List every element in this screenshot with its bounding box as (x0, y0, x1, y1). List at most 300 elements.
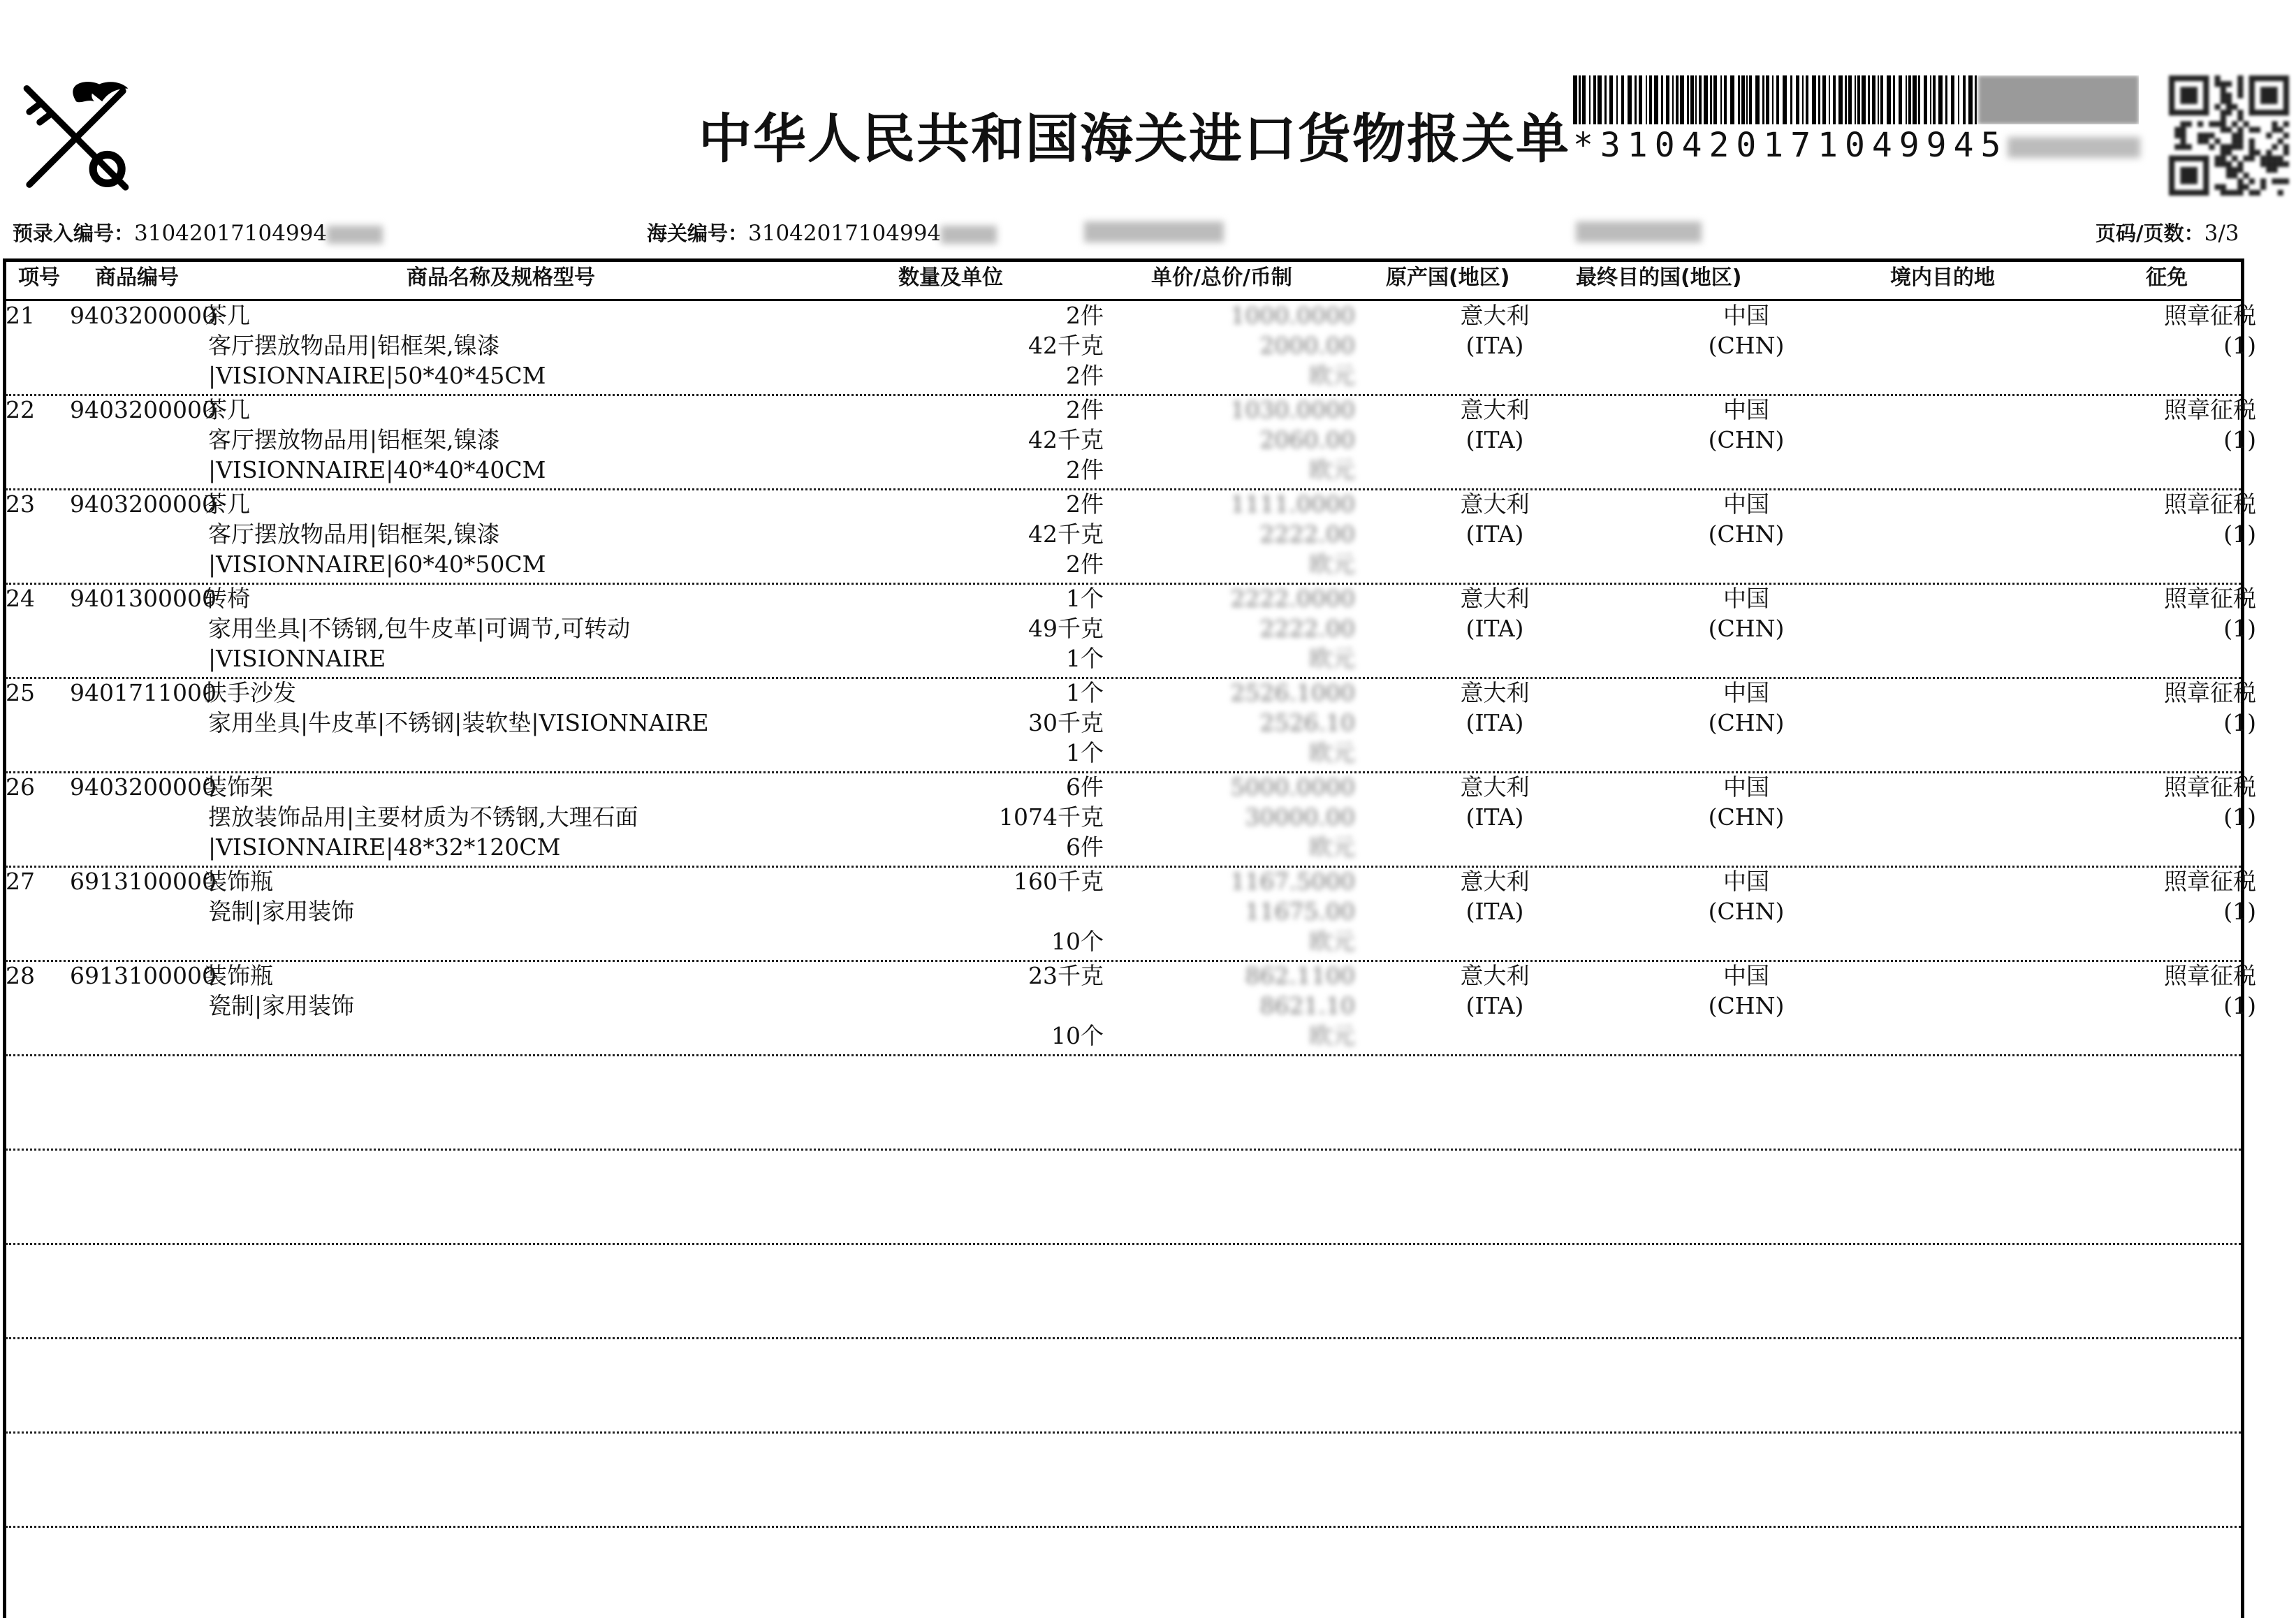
barcode-bar (1646, 75, 1647, 124)
qr-cell (2169, 75, 2174, 115)
qr-cell (2198, 133, 2203, 138)
qr-cell (2237, 75, 2243, 81)
qr-cell (2232, 133, 2237, 138)
barcode-bar (1958, 75, 1959, 124)
item-qty1: 2件 (1066, 490, 1104, 518)
qr-cell (2249, 138, 2255, 144)
qr-cell (2209, 144, 2214, 150)
barcode-bar (1582, 75, 1586, 124)
item-origin: 意大利 (1460, 490, 1530, 518)
barcode-bar (1790, 75, 1792, 124)
qr-cell (2221, 122, 2226, 127)
item-levy-code: (1) (2223, 520, 2256, 548)
qr-cell (2266, 133, 2272, 138)
qr-cell (2243, 173, 2249, 178)
item-dest: 中国 (1723, 302, 1769, 329)
item-name: 茶几 (204, 490, 250, 518)
qr-cell (2226, 173, 2232, 178)
qr-cell (2260, 178, 2266, 184)
qr-cell (2283, 122, 2289, 127)
barcode-bar (1872, 75, 1875, 124)
qr-cell (2226, 93, 2232, 99)
item-qty1: 1个 (1066, 585, 1104, 612)
item-qty2: 1074千克 (999, 803, 1104, 831)
qr-cell (2283, 144, 2289, 150)
item-spec1: 家用坐具|不锈钢,包牛皮革|可调节,可转动 (208, 615, 631, 642)
qr-cell (2221, 150, 2226, 155)
item-origin-code: (ITA) (1465, 992, 1524, 1019)
qr-cell (2283, 178, 2289, 184)
item-qty2: 42千克 (1028, 426, 1104, 453)
item-levy: 照章征税 (2164, 868, 2256, 895)
qr-cell (2221, 127, 2226, 133)
qr-cell (2215, 75, 2221, 81)
item-no: 28 (6, 962, 35, 989)
barcode-bar (1822, 75, 1826, 124)
item-code: 6913100000 (70, 962, 217, 989)
item-qty2: 49千克 (1028, 615, 1104, 642)
item-levy-code: (1) (2223, 992, 2256, 1019)
qr-cell (2272, 161, 2277, 167)
barcode-bar (1680, 75, 1684, 124)
qr-cell (2226, 150, 2232, 155)
barcode-bar (1649, 75, 1652, 124)
item-price2: 2526.10 (1259, 709, 1355, 736)
item-levy: 照章征税 (2164, 302, 2256, 329)
item-price1: 2222.0000 (1230, 585, 1355, 612)
barcode-bar (1924, 75, 1927, 124)
qr-cell (2215, 138, 2221, 144)
item-qty3: 10个 (1051, 928, 1104, 955)
qr-cell (2232, 122, 2237, 127)
barcode-bar (1868, 75, 1870, 124)
item-price3: 欧元 (1309, 362, 1355, 389)
item-no: 26 (6, 773, 35, 801)
barcode-bar (1899, 75, 1902, 124)
qr-cell (2232, 173, 2237, 178)
item-origin: 意大利 (1460, 962, 1530, 989)
item-price3: 欧元 (1309, 833, 1355, 861)
qr-cell (2169, 156, 2174, 196)
qr-cell (2221, 87, 2226, 92)
qr-cell (2180, 127, 2186, 133)
item-dest-code: (CHN) (1708, 520, 1785, 548)
barcode-bar (1755, 75, 1760, 124)
item-levy: 照章征税 (2164, 490, 2256, 518)
qr-cell (2266, 167, 2272, 173)
barcode-bar (1968, 75, 1973, 124)
item-no: 27 (6, 868, 35, 895)
empty-row-separator (6, 1337, 2241, 1339)
barcode-bar (1713, 75, 1717, 124)
customs-number: 海关编号：31042017104994 (647, 218, 997, 247)
item-origin: 意大利 (1460, 585, 1530, 612)
item-name: 装饰瓶 (204, 868, 273, 895)
qr-cell (2237, 184, 2243, 190)
qr-cell (2169, 156, 2209, 161)
barcode-bar (1802, 75, 1804, 124)
customs-emblem-icon (11, 75, 141, 205)
item-qty1: 1个 (1066, 679, 1104, 706)
item-dest: 中国 (1723, 962, 1769, 989)
item-spec2: |VISIONNAIRE|40*40*40CM (208, 456, 546, 483)
item-levy: 照章征税 (2164, 396, 2256, 423)
qr-cell (2180, 122, 2186, 127)
qr-cell (2209, 122, 2214, 127)
barcode-bar (1661, 75, 1663, 124)
item-price2: 11675.00 (1245, 898, 1355, 925)
barcode-bar (1621, 75, 1624, 124)
qr-cell (2278, 161, 2283, 167)
qr-cell (2260, 161, 2266, 167)
item-price2: 2000.00 (1259, 332, 1355, 359)
item-qty3: 10个 (1051, 1022, 1104, 1049)
empty-row-separator (6, 1243, 2241, 1245)
item-qty1: 160千克 (1014, 868, 1104, 895)
item-price1: 1000.0000 (1230, 302, 1355, 329)
item-no: 25 (6, 679, 35, 706)
item-name: 茶几 (204, 302, 250, 329)
barcode-bar (1938, 75, 1943, 124)
barcode-bar (1579, 75, 1581, 124)
barcode-bar (1672, 75, 1674, 124)
qr-cell (2232, 138, 2237, 144)
item-code: 9403200000 (70, 490, 217, 518)
pre-entry-number: 预录入编号：31042017104994 (13, 218, 383, 247)
qr-cell (2255, 150, 2260, 155)
qr-cell (2237, 110, 2243, 115)
qr-cell (2278, 156, 2283, 161)
item-levy: 照章征税 (2164, 679, 2256, 706)
barcode-bar (1730, 75, 1734, 124)
item-levy-code: (1) (2223, 426, 2256, 453)
barcode-bar (1862, 75, 1866, 124)
qr-cell (2232, 104, 2237, 110)
item-spec1: 瓷制|家用装饰 (208, 898, 355, 925)
barcode-bar (1908, 75, 1911, 124)
qr-cell (2249, 150, 2255, 155)
barcode-bar (1783, 75, 1787, 124)
barcode-bar (1710, 75, 1712, 124)
barcode-bar (1829, 75, 1830, 124)
item-spec2: |VISIONNAIRE|48*32*120CM (208, 833, 561, 861)
qr-cell (2232, 156, 2237, 161)
qr-cell (2215, 122, 2221, 127)
barcode-bar (1796, 75, 1799, 124)
qr-cell (2237, 190, 2243, 196)
barcode-bar (1609, 75, 1613, 124)
qr-cell (2221, 99, 2226, 104)
barcode-bar (1906, 75, 1907, 124)
item-qty1: 2件 (1066, 302, 1104, 329)
barcode-bar (1963, 75, 1966, 124)
item-origin: 意大利 (1460, 773, 1530, 801)
item-origin-code: (ITA) (1465, 615, 1524, 642)
qr-cell (2278, 190, 2283, 196)
qr-cell (2180, 138, 2186, 144)
qr-cell (2237, 144, 2243, 150)
qr-cell (2180, 133, 2186, 138)
item-price2: 8621.10 (1259, 992, 1355, 1019)
item-spec1: 家用坐具|牛皮革|不锈钢|装软垫|VISIONNAIRE (208, 709, 709, 736)
qr-cell (2243, 184, 2249, 190)
qr-cell (2243, 122, 2249, 127)
qr-cell (2232, 167, 2237, 173)
qr-cell (2186, 122, 2192, 127)
item-spec2: |VISIONNAIRE|50*40*45CM (208, 362, 546, 389)
barcode-bar (1772, 75, 1774, 124)
barcode-bar (1666, 75, 1669, 124)
qr-cell (2249, 127, 2255, 133)
qr-cell (2226, 161, 2232, 167)
qr-cell (2198, 138, 2203, 144)
qr-cell (2215, 161, 2221, 167)
qr-cell (2237, 178, 2243, 184)
item-qty3: 2件 (1066, 362, 1104, 389)
item-dest-code: (CHN) (1708, 898, 1785, 925)
item-origin: 意大利 (1460, 396, 1530, 423)
item-price1: 2526.1000 (1230, 679, 1355, 706)
item-code: 9403200000 (70, 773, 217, 801)
qr-cell (2283, 133, 2289, 138)
qr-cell (2272, 122, 2277, 127)
item-origin: 意大利 (1460, 302, 1530, 329)
qr-cell (2260, 156, 2266, 161)
qr-cell (2237, 167, 2243, 173)
item-name: 扶手沙发 (204, 679, 296, 706)
item-name: 装饰瓶 (204, 962, 273, 989)
qr-cell (2272, 127, 2277, 133)
qr-cell (2260, 87, 2278, 104)
qr-cell (2249, 178, 2255, 184)
qr-cell (2221, 190, 2226, 196)
qr-cell (2226, 127, 2232, 133)
qr-cell (2226, 81, 2232, 87)
qr-cell (2266, 150, 2272, 155)
barcode-bar (1848, 75, 1852, 124)
item-levy: 照章征税 (2164, 773, 2256, 801)
qr-cell (2283, 75, 2289, 115)
barcode-bar (1635, 75, 1637, 124)
empty-row-separator (6, 1149, 2241, 1151)
item-price2: 2222.00 (1259, 615, 1355, 642)
item-origin-code: (ITA) (1465, 520, 1524, 548)
barcode-bar (1762, 75, 1764, 124)
qr-cell (2237, 93, 2243, 99)
barcode-bar (1975, 75, 1977, 124)
qr-cell (2278, 178, 2283, 184)
barcode-bar (1812, 75, 1816, 124)
qr-cell (2243, 156, 2249, 161)
barcode-bar (1724, 75, 1727, 124)
barcode-bar (1593, 75, 1596, 124)
qr-cell (2174, 127, 2180, 133)
barcode-bar (1749, 75, 1752, 124)
qr-cell (2237, 127, 2243, 133)
item-levy: 照章征税 (2164, 962, 2256, 989)
barcode-bar (1855, 75, 1856, 124)
qr-cell (2215, 156, 2221, 161)
qr-cell (2255, 127, 2260, 133)
item-price1: 5000.0000 (1230, 773, 1355, 801)
barcode-bar (1639, 75, 1642, 124)
qr-cell (2215, 81, 2221, 87)
qr-cell (2249, 156, 2255, 161)
barcode-bar (1720, 75, 1722, 124)
qr-cell (2203, 75, 2209, 115)
item-price3: 欧元 (1309, 1022, 1355, 1049)
barcode-bar (1589, 75, 1591, 124)
barcode-bar (1880, 75, 1883, 124)
barcode-bar (1833, 75, 1836, 124)
col-header-destination: 最终目的国(地区) (1576, 265, 1742, 290)
item-name: 茶几 (204, 396, 250, 423)
qr-cell (2226, 190, 2232, 196)
barcode-bar (1806, 75, 1808, 124)
col-header-quantity: 数量及单位 (898, 265, 1003, 290)
item-origin-code: (ITA) (1465, 709, 1524, 736)
col-header-domestic: 境内目的地 (1890, 265, 1995, 290)
barcode-bar (1845, 75, 1847, 124)
item-price3: 欧元 (1309, 551, 1355, 578)
qr-cell (2169, 190, 2209, 196)
item-dest: 中国 (1723, 868, 1769, 895)
qr-cell (2249, 110, 2289, 115)
item-origin-code: (ITA) (1465, 803, 1524, 831)
col-header-price: 单价/总价/币制 (1151, 265, 1292, 290)
item-no: 24 (6, 585, 35, 612)
item-qty3: 1个 (1066, 739, 1104, 766)
barcode-bar (1604, 75, 1607, 124)
qr-cell (2255, 190, 2260, 196)
item-spec1: 客厅摆放物品用|铝框架,镍漆 (208, 426, 500, 453)
qr-cell (2249, 190, 2255, 196)
item-levy-code: (1) (2223, 709, 2256, 736)
barcode-bar (1893, 75, 1895, 124)
item-dest-code: (CHN) (1708, 803, 1785, 831)
qr-cell (2272, 167, 2277, 173)
item-spec1: 瓷制|家用装饰 (208, 992, 355, 1019)
barcode-bar (1918, 75, 1920, 124)
item-price1: 862.1100 (1245, 962, 1355, 989)
item-price3: 欧元 (1309, 456, 1355, 483)
blurred-field-2 (1576, 218, 1702, 243)
item-dest-code: (CHN) (1708, 615, 1785, 642)
qr-cell (2237, 133, 2243, 138)
qr-cell (2174, 133, 2180, 138)
barcode-bar (1699, 75, 1702, 124)
col-header-origin: 原产国(地区) (1386, 265, 1510, 290)
qr-cell (2283, 150, 2289, 155)
item-code: 9403200000 (70, 396, 217, 423)
barcode-bar (1687, 75, 1689, 124)
item-qty2: 42千克 (1028, 520, 1104, 548)
item-spec2: |VISIONNAIRE|60*40*50CM (208, 551, 546, 578)
qr-cell (2203, 138, 2209, 144)
item-price3: 欧元 (1309, 645, 1355, 672)
item-price3: 欧元 (1309, 928, 1355, 955)
barcode-bar (1887, 75, 1891, 124)
barcode-bar (1857, 75, 1860, 124)
item-name: 装饰架 (204, 773, 273, 801)
qr-cell (2232, 144, 2237, 150)
barcode-number: *310420171049945 (1573, 126, 2140, 165)
barcode-bar (1930, 75, 1931, 124)
qr-cell (2180, 144, 2186, 150)
barcode-bar (1695, 75, 1697, 124)
empty-row-separator (6, 1526, 2241, 1528)
item-origin-code: (ITA) (1465, 898, 1524, 925)
blurred-field (1084, 218, 1224, 243)
qr-cell (2169, 110, 2209, 115)
item-price2: 2060.00 (1259, 426, 1355, 453)
item-price2: 30000.00 (1245, 803, 1355, 831)
qr-cell (2237, 87, 2243, 92)
barcode-bar (1690, 75, 1694, 124)
item-price1: 1167.5000 (1230, 868, 1355, 895)
qr-cell (2221, 110, 2226, 115)
item-name: 转椅 (204, 585, 250, 612)
item-qty3: 2件 (1066, 456, 1104, 483)
col-header-code: 商品编号 (95, 265, 179, 290)
item-levy-code: (1) (2223, 332, 2256, 359)
qr-cell (2226, 104, 2232, 110)
item-qty1: 6件 (1066, 773, 1104, 801)
col-header-item-no: 项号 (18, 265, 60, 290)
item-qty2: 42千克 (1028, 332, 1104, 359)
qr-cell (2221, 156, 2226, 161)
item-no: 22 (6, 396, 35, 423)
item-qty3: 1个 (1066, 645, 1104, 672)
item-origin-code: (ITA) (1465, 426, 1524, 453)
barcode-bar (1628, 75, 1632, 124)
qr-cell (2203, 156, 2209, 196)
qr-cell (2174, 144, 2180, 150)
qr-cell (2272, 178, 2277, 184)
qr-cell (2180, 167, 2198, 184)
qr-cell (2226, 144, 2232, 150)
item-origin: 意大利 (1460, 679, 1530, 706)
qr-cell (2272, 156, 2277, 161)
barcode-bar (1838, 75, 1843, 124)
item-no: 23 (6, 490, 35, 518)
qr-cell (2260, 184, 2266, 190)
qr-cell (2209, 133, 2214, 138)
barcode-bar (1616, 75, 1618, 124)
qr-cell (2249, 144, 2255, 150)
qr-cell (2283, 161, 2289, 167)
item-no: 21 (6, 302, 35, 329)
page-info: 页码/页数：3/3 (2096, 221, 2239, 246)
item-dest: 中国 (1723, 585, 1769, 612)
qr-cell (2226, 110, 2232, 115)
qr-cell (2169, 75, 2209, 81)
qr-cell (2221, 184, 2226, 190)
qr-cell (2237, 138, 2243, 144)
qr-cell (2180, 87, 2198, 104)
qr-cell (2232, 190, 2237, 196)
item-origin-code: (ITA) (1465, 332, 1524, 359)
item-dest-code: (CHN) (1708, 709, 1785, 736)
item-dest: 中国 (1723, 773, 1769, 801)
item-levy: 照章征税 (2164, 585, 2256, 612)
item-qty1: 2件 (1066, 396, 1104, 423)
item-price3: 欧元 (1309, 739, 1355, 766)
document-title: 中华人民共和国海关进口货物报关单 (699, 108, 1570, 170)
item-code: 9403200000 (70, 302, 217, 329)
barcode-bar (1878, 75, 1879, 124)
qr-cell (2237, 81, 2243, 87)
